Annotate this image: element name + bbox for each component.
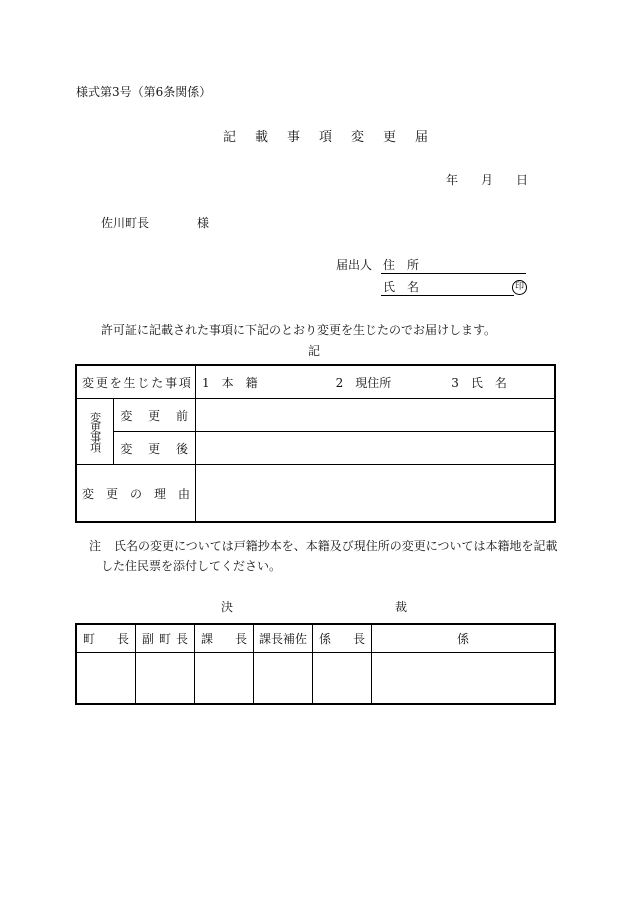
col-staff: 係: [372, 624, 556, 653]
address-underline: [381, 273, 526, 274]
stamp-section-chief: [195, 653, 254, 705]
reason-label-cell: [76, 465, 196, 523]
changed-items-label-cell: [76, 365, 196, 399]
form-title: 記載事項変更届: [223, 130, 448, 145]
change-type-address: 2 現住所: [335, 375, 392, 390]
reason-label: 変 更 の 理 由: [82, 486, 190, 501]
change-types-cell: [196, 365, 556, 399]
stamp-staff: [372, 653, 556, 705]
stamp-deputy-mayor: [136, 653, 195, 705]
name-label: 氏 名: [383, 280, 420, 294]
reason-value-cell: [196, 465, 556, 523]
date-month: 月: [481, 173, 494, 187]
change-group-label-cell: [76, 399, 114, 465]
before-label: 変 更 前: [120, 408, 188, 423]
col-unit-chief: 係 長: [313, 624, 372, 653]
decision-table: [75, 623, 556, 705]
stamp-assistant-chief: [254, 653, 313, 705]
note-prefix: 注: [89, 539, 102, 553]
change-type-name: 3 氏 名: [451, 375, 507, 390]
col-section-chief: 課 長: [195, 624, 254, 653]
seal-mark: [512, 279, 527, 295]
after-value-cell: [196, 432, 556, 465]
date-year: 年: [446, 173, 459, 187]
after-label: 変 更 後: [120, 441, 188, 456]
name-underline: [381, 295, 514, 296]
note-line2: した住民票を添付してください。: [101, 559, 282, 573]
note-line1: 氏名の変更については戸籍抄本を、本籍及び現住所の変更については本籍地を記載: [114, 539, 558, 553]
applicant-label: 届出人: [336, 258, 373, 272]
after-label-cell: [114, 432, 196, 465]
stamp-unit-chief: [313, 653, 372, 705]
addressee-name: 佐川町長: [101, 216, 150, 230]
ki-heading: 記: [308, 344, 321, 358]
col-assistant-chief: 課長補佐: [254, 624, 313, 653]
decision-title-right: 裁: [395, 600, 408, 614]
change-table: [75, 364, 556, 523]
before-label-cell: [114, 399, 196, 432]
stamp-mayor: [76, 653, 136, 705]
addressee-honorific: 様: [197, 216, 210, 230]
form-number: 様式第3号（第6条関係）: [76, 85, 212, 99]
change-type-honseki: 1 本 籍: [202, 375, 258, 390]
before-value-cell: [196, 399, 556, 432]
change-group-label: 変更事項: [88, 411, 102, 452]
date-day: 日: [516, 173, 529, 187]
seal-mark-text: 印: [512, 280, 527, 295]
address-label: 住 所: [383, 258, 420, 272]
col-mayor: 町 長: [76, 624, 136, 653]
intro-text: 許可証に記載された事項に下記のとおり変更を生じたのでお届けします。: [101, 323, 497, 337]
changed-items-label: 変 更 を 生 じ た 事 項: [82, 375, 192, 390]
decision-title-left: 決: [221, 600, 234, 614]
col-deputy-mayor: 副 町 長: [136, 624, 195, 653]
